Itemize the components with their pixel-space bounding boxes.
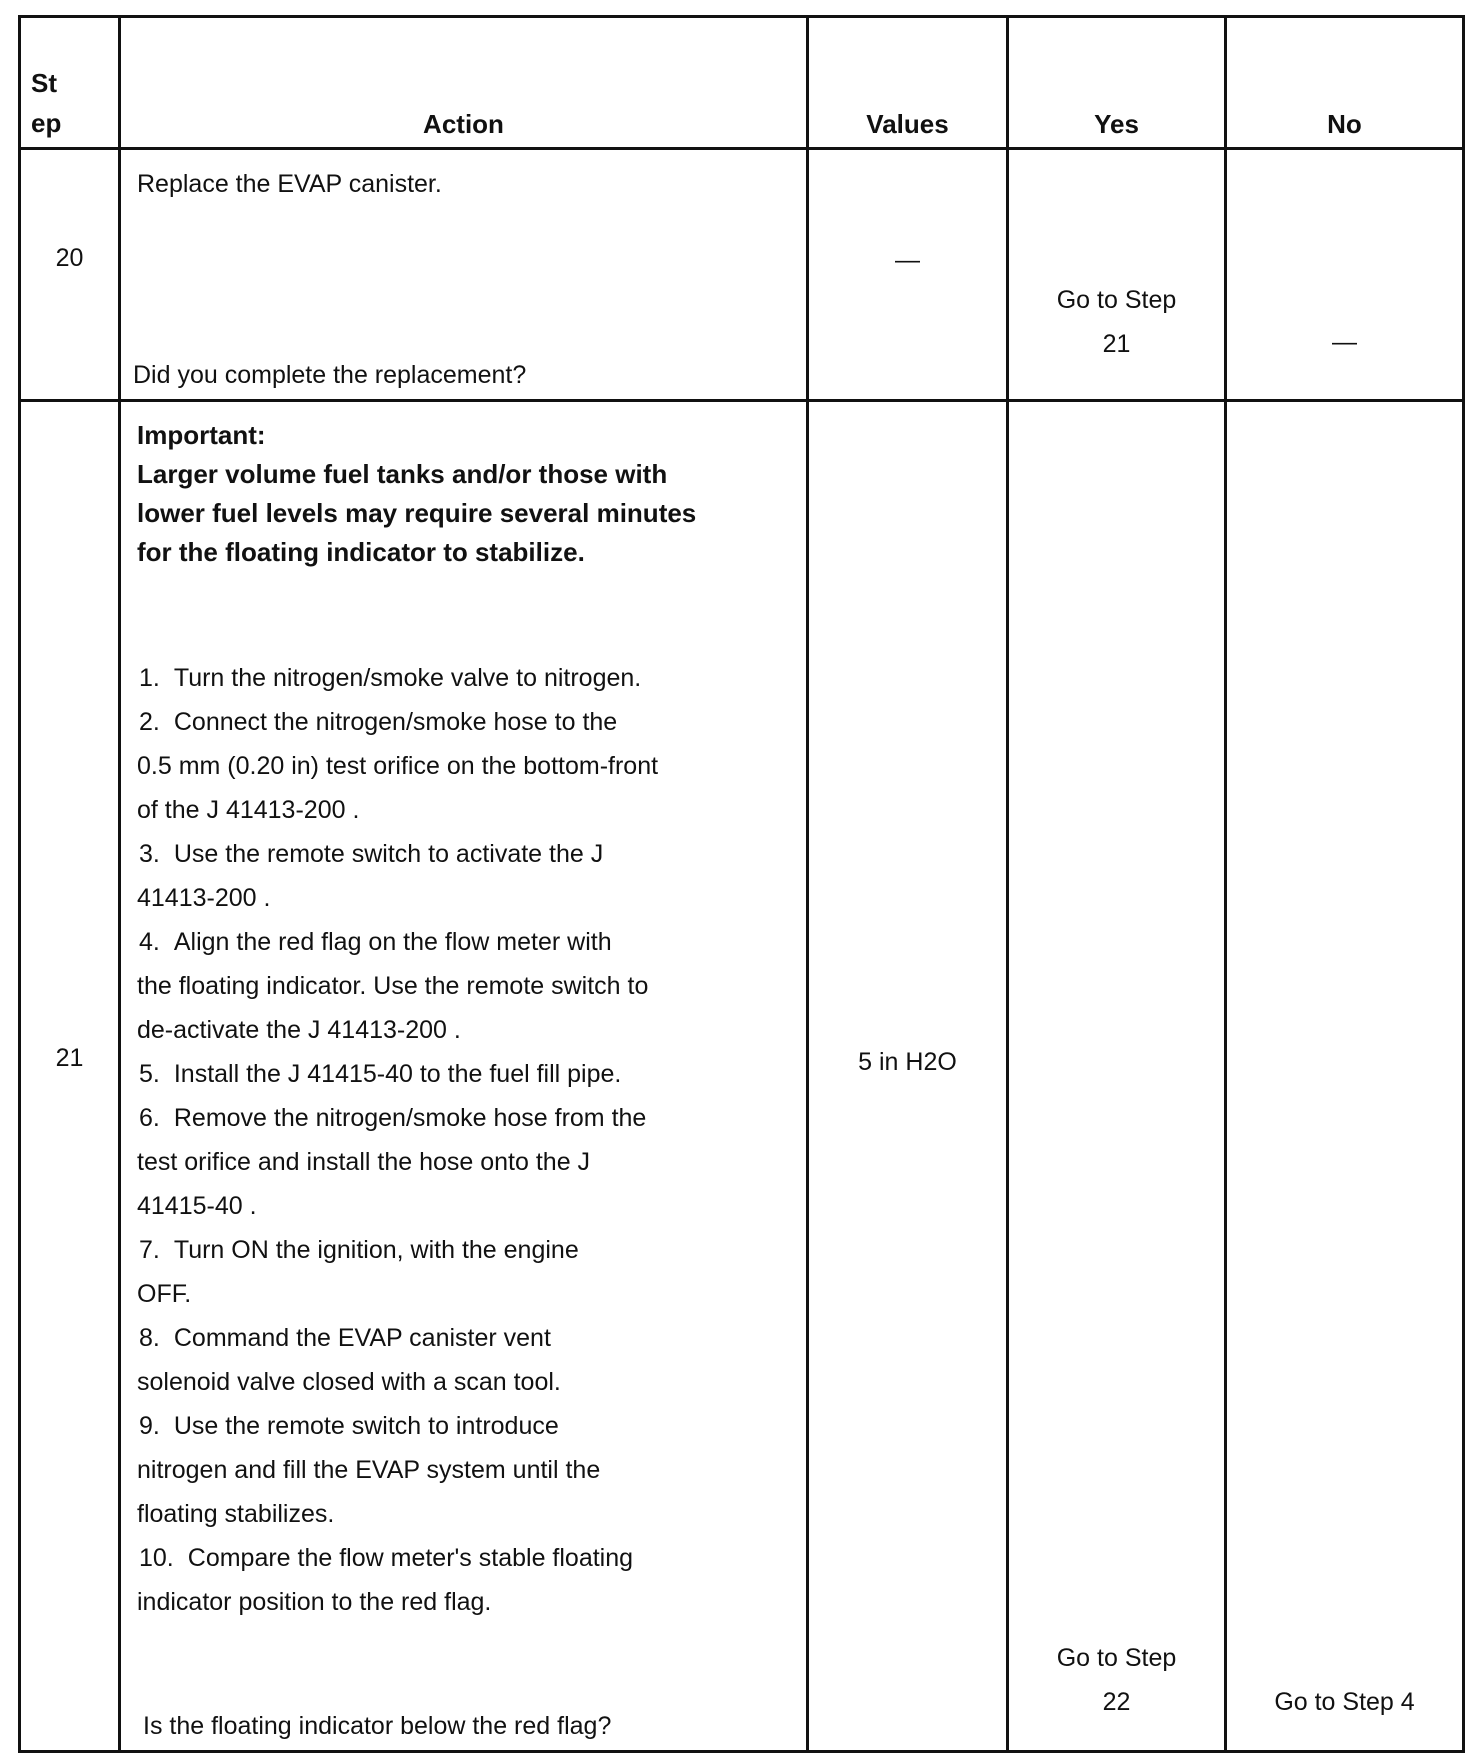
procedure-step [137, 832, 794, 920]
no-text: — [1332, 328, 1357, 356]
header-step [20, 17, 120, 149]
procedure-step-number: 6. [139, 1104, 160, 1132]
table-row [20, 401, 1464, 1752]
header-yes-label: Yes [1094, 109, 1139, 139]
procedure-step [137, 1228, 794, 1316]
procedure-steps [137, 656, 794, 1624]
procedure-step-number: 9. [139, 1412, 160, 1440]
procedure-step-number: 5. [139, 1060, 160, 1088]
values-text: — [895, 246, 920, 274]
procedure-step [137, 1404, 794, 1536]
procedure-step-line: test orifice and install the hose onto the J [137, 1148, 591, 1176]
procedure-step-number: 7. [139, 1236, 160, 1264]
header-yes [1008, 17, 1226, 149]
procedure-step-line: Use the remote switch to activate the J [173, 840, 604, 868]
header-step-line2: ep [31, 108, 62, 138]
procedure-step-number: 1. [139, 664, 160, 692]
procedure-step-line: Connect the nitrogen/smoke hose to the [173, 708, 618, 736]
procedure-step [137, 1316, 794, 1404]
procedure-step-number: 4. [139, 928, 160, 956]
yes-cell [1008, 149, 1226, 401]
procedure-step-line: OFF. [137, 1280, 192, 1308]
no-text: Go to Step 4 [1274, 1688, 1415, 1716]
procedure-step-number: 8. [139, 1324, 160, 1352]
header-values-label: Values [866, 109, 949, 139]
header-no-label: No [1327, 109, 1362, 139]
procedure-step-line: Use the remote switch to introduce [173, 1412, 559, 1440]
procedure-step-line: Remove the nitrogen/smoke hose from the [173, 1104, 647, 1132]
procedure-step-line: Command the EVAP canister vent [173, 1324, 551, 1352]
important-label: Important: [137, 420, 266, 450]
yes-step-number: 21 [1102, 330, 1131, 358]
procedure-step-number: 2. [139, 708, 160, 736]
procedure-step-line: indicator position to the red flag. [137, 1588, 492, 1616]
procedure-step-line: 41415-40 . [137, 1192, 257, 1220]
important-note-line: for the floating indicator to stabilize. [137, 537, 585, 567]
header-action [120, 17, 808, 149]
values-cell [808, 149, 1008, 401]
procedure-step-line: Compare the flow meter's stable floating [187, 1544, 634, 1572]
yes-step-number: 22 [1102, 1688, 1131, 1716]
procedure-step [137, 920, 794, 1052]
procedure-step-line: Install the J 41415-40 to the fuel fill pipe. [173, 1060, 622, 1088]
procedure-step-line: 0.5 mm (0.20 in) test orifice on the bottom-front [137, 752, 659, 780]
action-question: Did you complete the replacement? [133, 361, 527, 389]
procedure-step-line: solenoid valve closed with a scan tool. [137, 1368, 561, 1396]
important-note-line: Larger volume fuel tanks and/or those with [137, 459, 668, 489]
procedure-step-line: floating stabilizes. [137, 1500, 335, 1528]
step-number: 20 [55, 244, 84, 272]
header-values [808, 17, 1008, 149]
yes-cell [1008, 401, 1226, 1752]
yes-go-to-label: Go to Step [1056, 286, 1177, 314]
values-cell [808, 401, 1008, 1752]
action-content [137, 416, 794, 1624]
yes-go-to-label: Go to Step [1056, 1644, 1177, 1672]
header-no [1226, 17, 1464, 149]
procedure-step-line: the floating indicator. Use the remote switch to [137, 972, 649, 1000]
step-cell [20, 149, 120, 401]
procedure-step-line: nitrogen and fill the EVAP system until the [137, 1456, 601, 1484]
step-number: 21 [55, 1044, 84, 1072]
procedure-step [137, 1096, 794, 1228]
procedure-step [137, 1536, 794, 1624]
procedure-step-number: 10. [139, 1544, 174, 1572]
procedure-step-line: Align the red flag on the flow meter with [173, 928, 612, 956]
procedure-step-number: 3. [139, 840, 160, 868]
action-cell [120, 149, 808, 401]
table-row [20, 149, 1464, 401]
procedure-step [137, 700, 794, 832]
procedure-step-line: of the J 41413-200 . [137, 796, 360, 824]
diagnostic-table [18, 15, 1465, 1753]
step-cell [20, 401, 120, 1752]
procedure-step-line: de-activate the J 41413-200 . [137, 1016, 461, 1044]
procedure-step-line: Turn the nitrogen/smoke valve to nitrogen. [173, 664, 642, 692]
procedure-step [137, 656, 794, 700]
header-action-label: Action [423, 109, 504, 139]
no-cell [1226, 401, 1464, 1752]
action-text: Replace the EVAP canister. [137, 170, 442, 198]
action-cell [120, 401, 808, 1752]
no-cell [1226, 149, 1464, 401]
procedure-step-line: 41413-200 . [137, 884, 271, 912]
procedure-step-line: Turn ON the ignition, with the engine [173, 1236, 579, 1264]
header-row [20, 17, 1464, 149]
header-step-line1: St [31, 68, 57, 98]
procedure-step [137, 1052, 794, 1096]
action-question: Is the floating indicator below the red flag? [143, 1712, 612, 1740]
values-text: 5 in H2O [858, 1048, 957, 1076]
important-note-line: lower fuel levels may require several minutes [137, 498, 697, 528]
